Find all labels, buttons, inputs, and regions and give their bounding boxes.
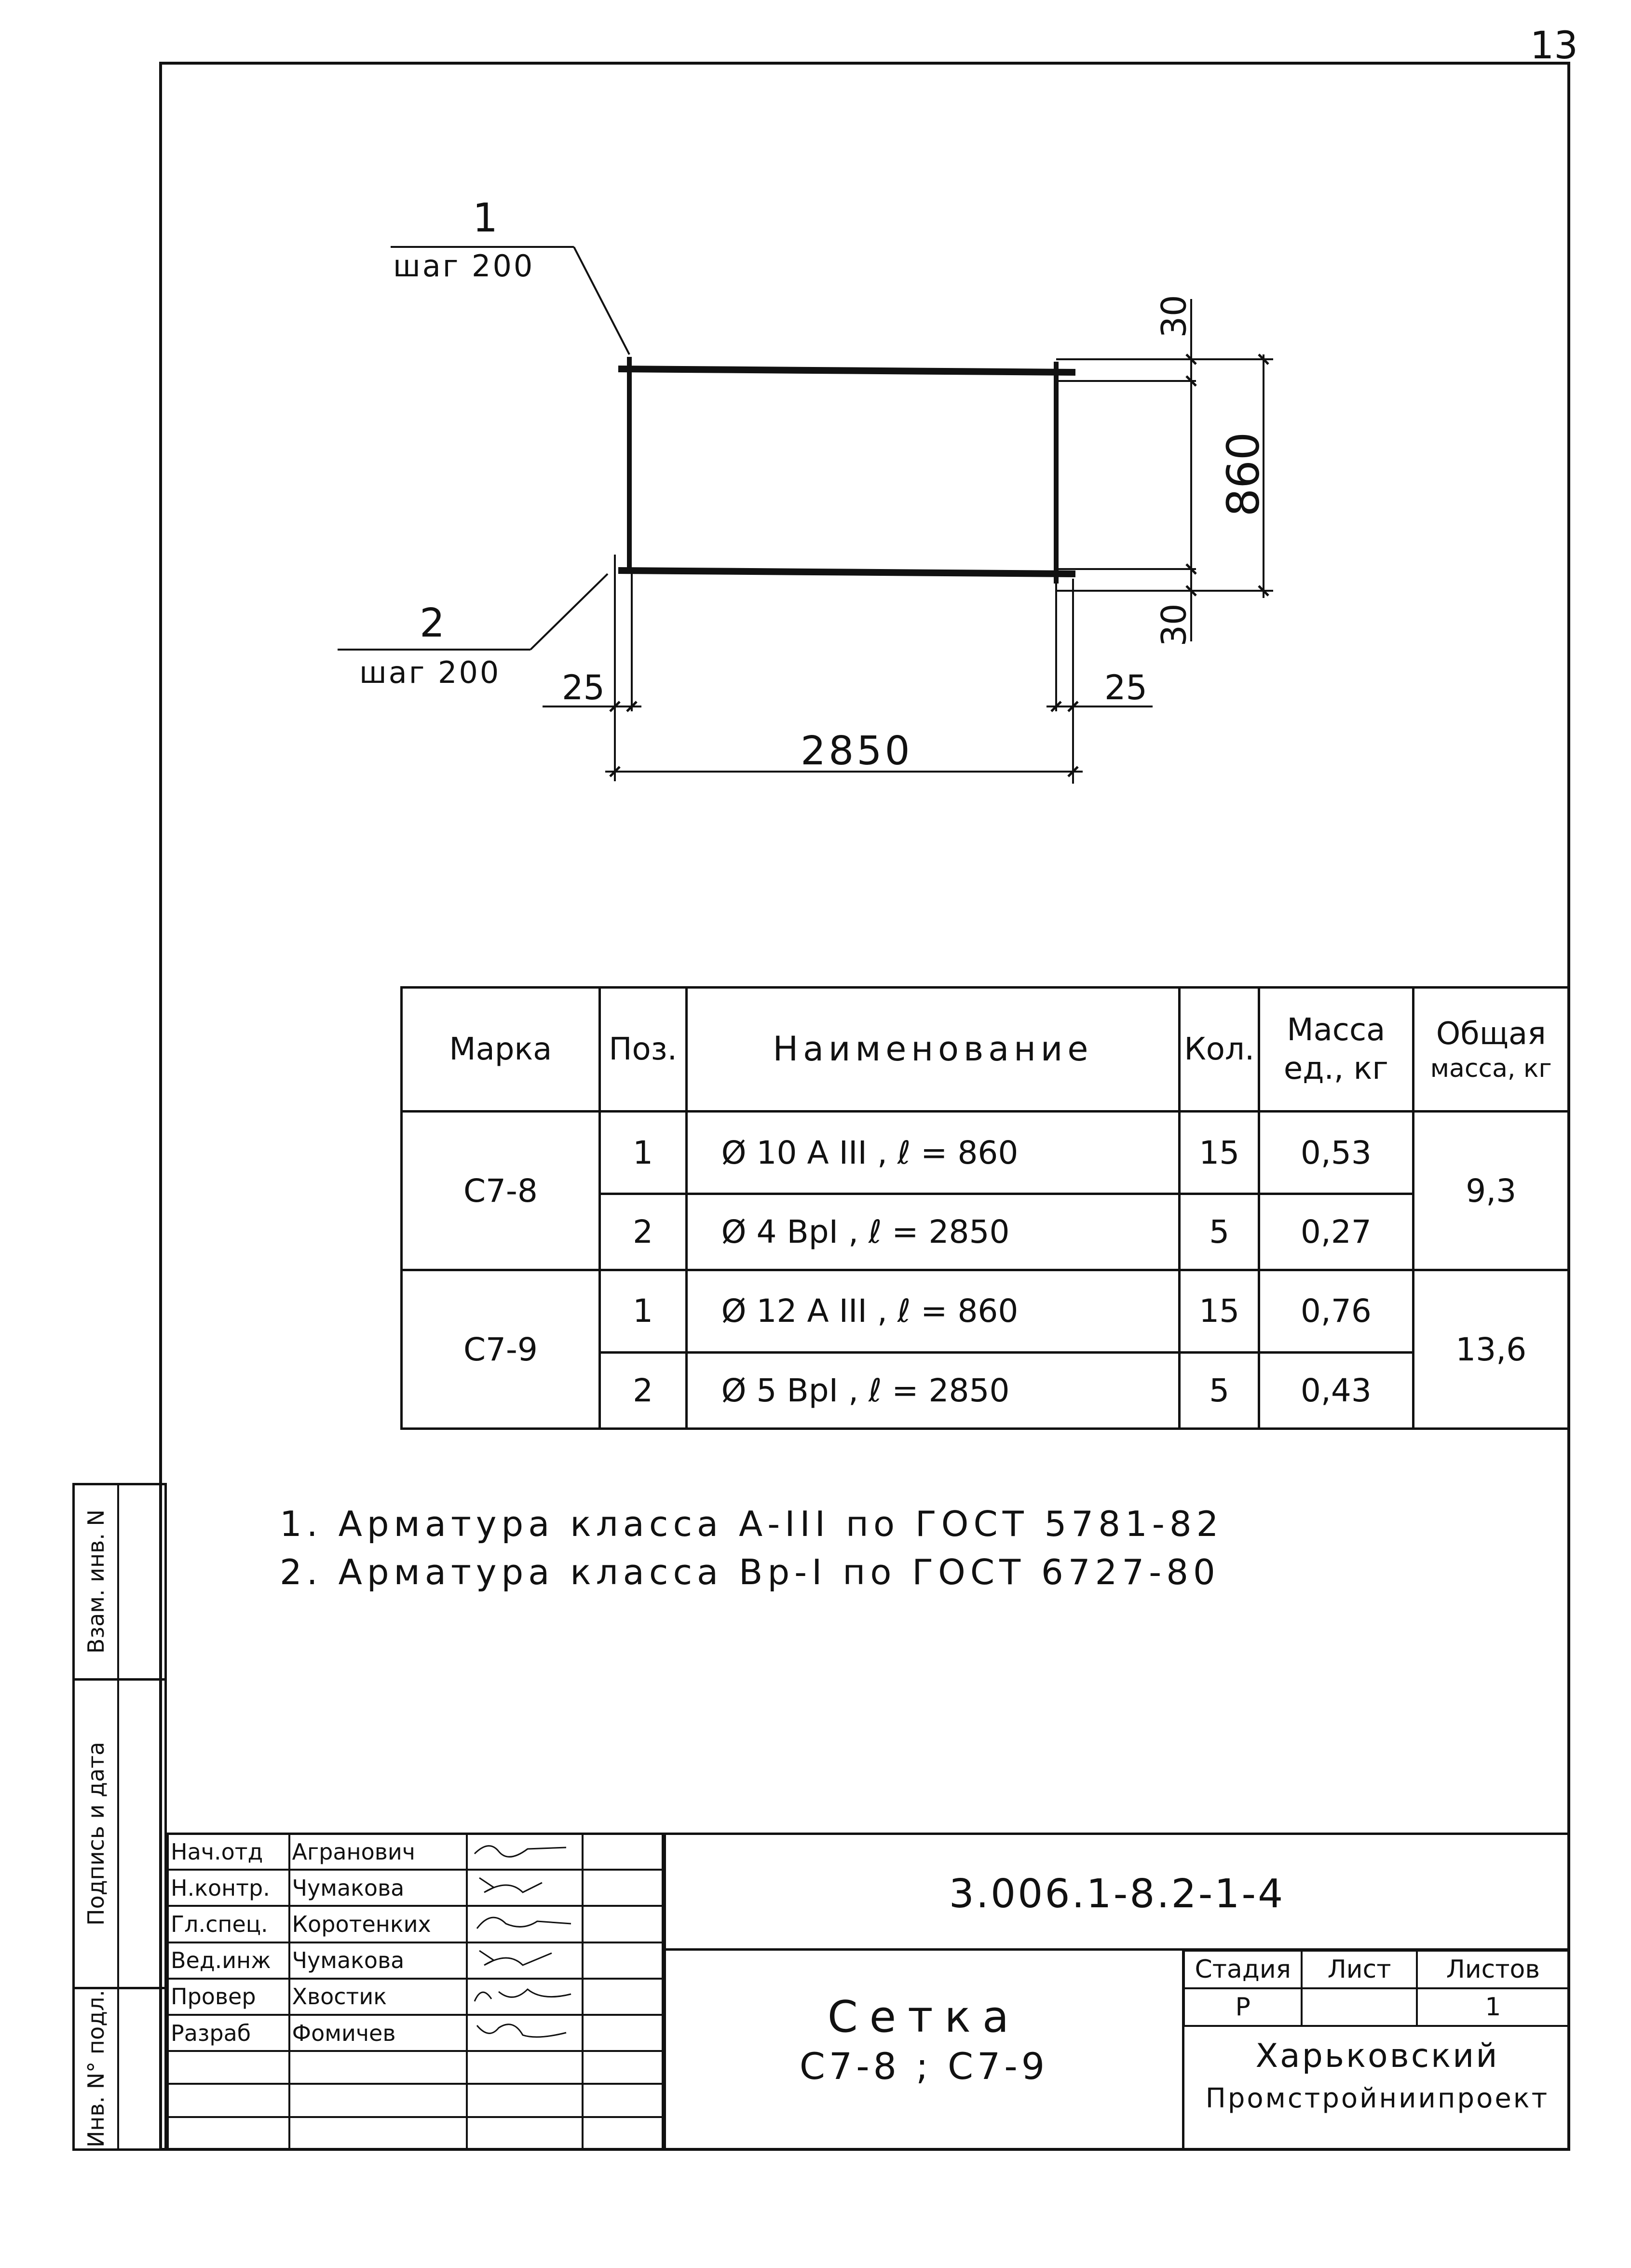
stage-header: Стадия [1184,1951,1302,1988]
signature-cell [467,2015,583,2051]
signature-row [168,1870,663,1906]
person-name: Чумакова [289,1870,467,1906]
sheet-header: Лист [1302,1951,1416,1988]
cell-poz: 1 [599,1270,686,1353]
header-mass-unit [1259,988,1413,1112]
mesh-drawing-svg [0,0,1631,844]
person-name: Чумакова [289,1942,467,1979]
table-header-row [402,988,1569,1112]
header-mass-unit-line2: ед., кг [1283,1051,1388,1087]
drawing-title: Сетка [827,1992,1021,2042]
cell-kol: 15 [1180,1112,1259,1194]
stage-table [1183,1950,1570,2027]
cell-kol: 5 [1180,1194,1259,1270]
notes [280,1500,1223,1596]
table-row [402,1112,1569,1194]
stage-value: Р [1184,1988,1302,2026]
role: Вед.инж [168,1942,289,1979]
dim-height-860: 860 [1217,432,1269,517]
organization-line2: Промстройниипроект [1205,2083,1549,2114]
sheets-value: 1 [1417,1988,1569,2026]
person-name: Коротенких [289,1906,467,1942]
note-1: 1. Арматура класса А-III по ГОСТ 5781-82 [280,1504,1223,1544]
role: Разраб [168,2015,289,2051]
handwritten-signature [470,1873,576,1897]
role: Н.контр. [168,1870,289,1906]
cell-marka: С7-9 [402,1270,600,1429]
cell-name: Ø 12 A III , ℓ = 860 [686,1270,1180,1353]
signature-cell [467,1979,583,2015]
page-number: 13 [1530,24,1578,68]
signature-row [168,1906,663,1942]
margin-label-inv: Инв. N° подл. [83,1990,109,2148]
table-row [402,1270,1569,1353]
cell-total: 13,6 [1413,1270,1569,1429]
margin-label-vzam: Взам. инв. N [83,1509,109,1654]
sheets-header: Листов [1417,1951,1569,1988]
cell-poz: 2 [599,1352,686,1428]
mesh-drawing [0,0,1631,844]
title-block [167,1833,1570,2151]
dim-bottom-30: 30 [1154,603,1194,647]
header-mass-total-line1: Общая [1436,1016,1546,1052]
signature-cell [467,1870,583,1906]
callout-2-number: 2 [420,600,445,646]
header-mass-total-line2: масса, кг [1430,1054,1552,1083]
role: Провер [168,1979,289,2015]
callout-1-label: шаг 200 [393,248,535,284]
margin-strip [72,1483,167,2151]
header-poz: Поз. [599,988,686,1112]
sheet-value [1302,1988,1416,2026]
role: Гл.спец. [168,1906,289,1942]
cell-poz: 2 [599,1194,686,1270]
margin-cell-vzam [72,1483,167,1681]
cell-mass: 0,27 [1259,1194,1413,1270]
header-kol: Кол. [1180,988,1259,1112]
role: Нач.отд [168,1833,289,1870]
dim-left-25: 25 [562,668,605,707]
cell-kol: 5 [1180,1352,1259,1428]
cell-kol: 15 [1180,1270,1259,1353]
cell-marka: С7-8 [402,1112,600,1270]
margin-label-podpis: Подпись и дата [83,1741,109,1926]
cell-name: Ø 5 BpI , ℓ = 2850 [686,1352,1180,1428]
signature-row [168,1833,663,1870]
document-code: 3.006.1-8.2-1-4 [949,1871,1285,1917]
cell-mass: 0,53 [1259,1112,1413,1194]
signature-cell [467,1942,583,1979]
note-2: 2. Арматура класса Вр-I по ГОСТ 6727-80 [280,1552,1220,1592]
signature-cell [467,1906,583,1942]
cell-total: 9,3 [1413,1112,1569,1270]
cell-mass: 0,43 [1259,1352,1413,1428]
organization [1184,2035,1570,2120]
cell-name: Ø 4 BpI , ℓ = 2850 [686,1194,1180,1270]
header-marka: Марка [402,988,600,1112]
header-mass-unit-line1: Масса [1287,1012,1386,1048]
callout-2-label: шаг 200 [359,655,501,690]
header-name: Наименование [686,988,1180,1112]
margin-cell-podpis [72,1678,167,1989]
margin-cell-inv [72,1987,167,2151]
mesh-outline [618,357,1075,584]
header-mass-total [1413,988,1569,1112]
signature-row [168,1979,663,2015]
dim-width-2850: 2850 [801,728,913,774]
handwritten-signature [470,1946,576,1970]
handwritten-signature [470,1837,576,1861]
cell-name: Ø 10 A III , ℓ = 860 [686,1112,1180,1194]
handwritten-signature [470,1982,576,2006]
cell-poz: 1 [599,1112,686,1194]
dim-right-25: 25 [1104,668,1148,707]
dim-top-30: 30 [1154,295,1194,338]
leader-lines [338,247,629,650]
specification-table [400,986,1570,1430]
cell-mass: 0,76 [1259,1270,1413,1353]
dimension-ticks [610,354,1268,776]
organization-line1: Харьковский [1255,2037,1499,2075]
callout-1-number: 1 [473,195,498,241]
handwritten-signature [470,1909,576,1933]
person-name: Агранович [289,1833,467,1870]
person-name: Фомичев [289,2015,467,2051]
signature-row [168,1942,663,1979]
signature-table [167,1833,664,2151]
signature-cell [467,1833,583,1870]
signature-row [168,2015,663,2051]
handwritten-signature [470,2018,576,2042]
drawing-subtitle: С7-8 ; С7-9 [799,2045,1049,2088]
person-name: Хвостик [289,1979,467,2015]
